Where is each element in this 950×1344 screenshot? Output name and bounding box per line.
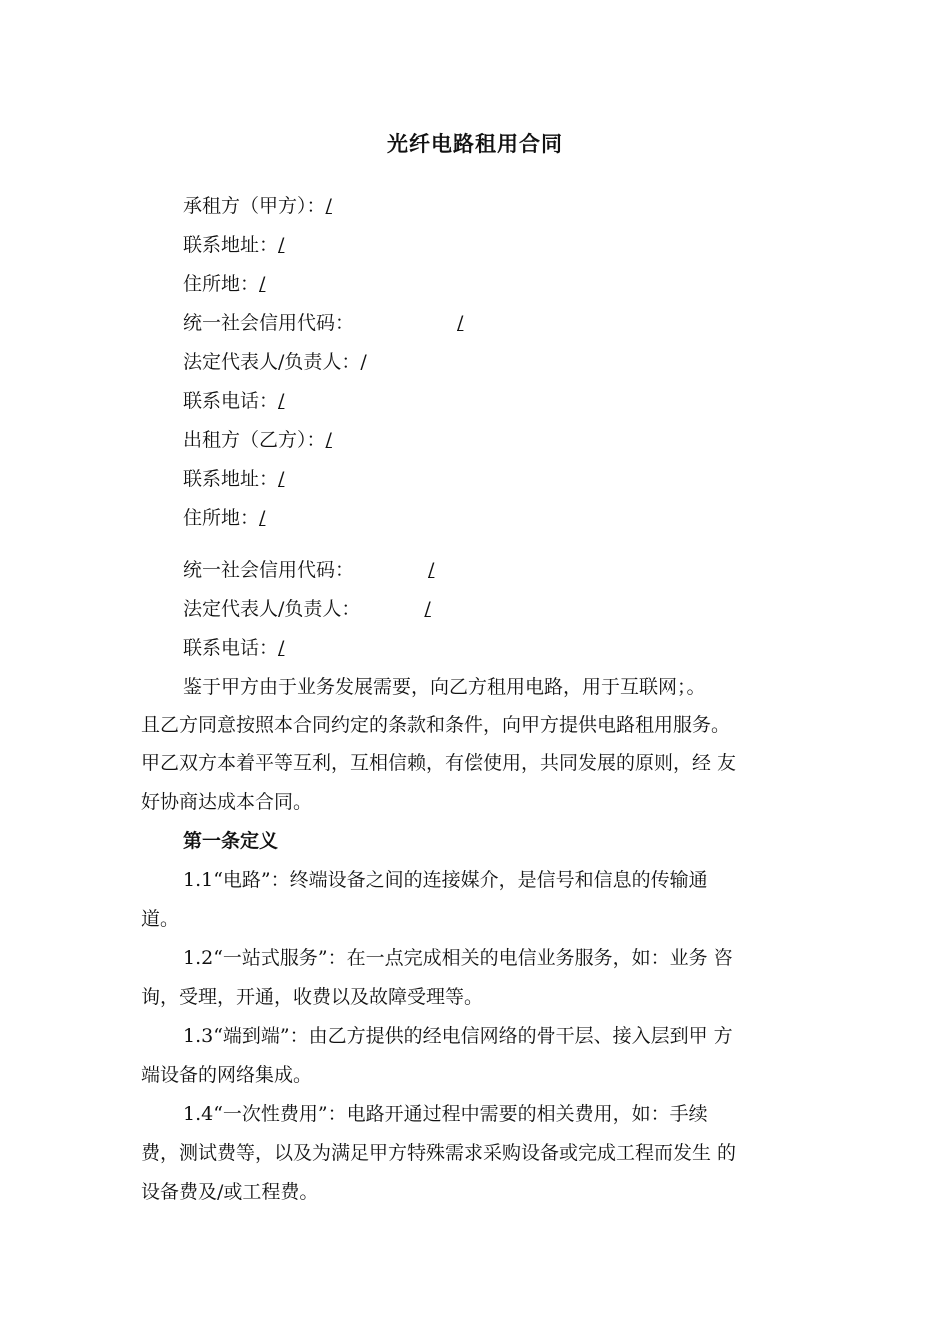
party-a-contact-address-label: 联系地址： [183, 234, 279, 256]
article-1-line: 端设备的网络集成。 [141, 1064, 313, 1086]
article-1-heading: 第一条定义 [183, 830, 279, 852]
party-a-credit-code-value: / [457, 312, 464, 334]
party-b-domicile [183, 506, 265, 530]
preamble-line: 甲乙双方本着平等互利，互相信赖，有偿使用，共同发展的原则，经 友 [141, 752, 737, 774]
preamble-line: 好协商达成本合同。 [141, 791, 313, 813]
party-a-name [183, 194, 332, 218]
party-b-name-label: 出租方（乙方）： [183, 429, 326, 451]
article-1-line: 1.4“一次性费用”：电路开通过程中需要的相关费用，如：手续 [183, 1103, 708, 1125]
party-a-contact-address-value: / [278, 234, 285, 256]
party-b-contact-address [183, 467, 284, 491]
party-b-domicile-value: / [259, 507, 266, 529]
article-1-line: 道。 [141, 908, 180, 930]
party-b-contact-address-label: 联系地址： [183, 468, 279, 490]
article-1-line: 1.3“端到端”：由乙方提供的经电信网络的骨干层、接入层到甲 方 [183, 1025, 733, 1047]
article-1-line: 费，测试费等，以及为满足甲方特殊需求采购设备或完成工程而发生 的 [141, 1142, 737, 1164]
party-a-name-value: / [325, 195, 332, 217]
party-b-name [183, 428, 332, 452]
party-a-domicile-label: 住所地： [183, 273, 260, 295]
document-title: 光纤电路租用合同 [387, 132, 563, 156]
party-a-phone-value: / [278, 390, 285, 412]
party-b-credit-code-label: 统一社会信用代码： [183, 559, 355, 581]
party-a-legal-rep-label: 法定代表人/负责人：/ [183, 351, 367, 373]
party-b-legal-rep [183, 597, 431, 621]
party-a-credit-code-label: 统一社会信用代码： [183, 312, 355, 334]
article-1-line: 设备费及/或工程费。 [141, 1181, 319, 1203]
article-1-line: 1.1“电路”：终端设备之间的连接媒介，是信号和信息的传输通 [183, 869, 708, 891]
party-a-contact-address [183, 233, 284, 257]
party-a-domicile [183, 272, 265, 296]
party-a-legal-rep [183, 350, 367, 374]
party-b-credit-code-value: / [428, 559, 435, 581]
party-b-legal-rep-label: 法定代表人/负责人： [183, 598, 361, 620]
party-b-contact-address-value: / [278, 468, 285, 490]
article-1-line: 询，受理，开通，收费以及故障受理等。 [141, 986, 484, 1008]
party-b-legal-rep-value: / [424, 598, 431, 620]
party-b-phone-value: / [278, 637, 285, 659]
preamble-line: 且乙方同意按照本合同约定的条款和条件，向甲方提供电路租用服务。 [141, 714, 731, 736]
party-b-phone-label: 联系电话： [183, 637, 279, 659]
article-1-line: 1.2“一站式服务”：在一点完成相关的电信业务服务，如：业务 咨 [183, 947, 733, 969]
party-b-phone [183, 636, 284, 660]
party-a-phone [183, 389, 284, 413]
preamble-line: 鉴于甲方由于业务发展需要，向乙方租用电路，用于互联网；。 [183, 676, 706, 698]
party-b-domicile-label: 住所地： [183, 507, 260, 529]
party-a-domicile-value: / [259, 273, 266, 295]
party-a-credit-code [183, 311, 463, 335]
party-b-name-value: / [325, 429, 332, 451]
party-b-credit-code [183, 558, 434, 582]
party-a-phone-label: 联系电话： [183, 390, 279, 412]
party-a-name-label: 承租方（甲方）： [183, 195, 326, 217]
